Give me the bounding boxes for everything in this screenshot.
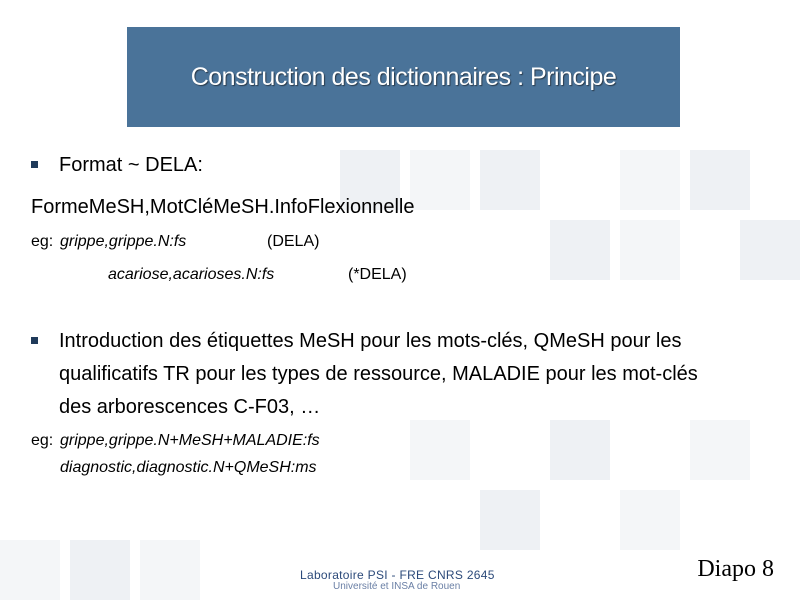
- background-square: [0, 540, 60, 600]
- footer-university: Université et INSA de Rouen: [333, 581, 461, 592]
- bullet2-line: Introduction des étiquettes MeSH pour les mots-clés, QMeSH pour les: [59, 330, 682, 352]
- footer-lab-name: Laboratoire PSI - FRE CNRS 2645: [300, 568, 495, 582]
- example-label: eg:: [31, 432, 54, 449]
- title-banner: [127, 27, 680, 127]
- background-square: [740, 220, 800, 280]
- background-square: [410, 150, 470, 210]
- background-square: [620, 150, 680, 210]
- background-square: [70, 540, 130, 600]
- bullet1-text: Format ~ DELA:: [59, 154, 203, 176]
- example4-entry: diagnostic,diagnostic.N+QMeSH:ms: [60, 459, 317, 476]
- format-line: FormeMeSH,MotCléMeSH.InfoFlexionnelle: [31, 196, 415, 218]
- background-square: [620, 490, 680, 550]
- example1-tag: (DELA): [267, 233, 320, 250]
- background-square: [410, 420, 470, 480]
- bullet2-line: qualificatifs TR pour les types de ressource, MALADIE pour les mot-clés: [59, 363, 698, 385]
- example-label: eg:: [31, 233, 54, 250]
- slide-number: Diapo 8: [697, 556, 774, 582]
- example2-tag: (*DELA): [348, 266, 407, 283]
- background-square: [140, 540, 200, 600]
- background-square: [480, 150, 540, 210]
- bullet-square-icon: [31, 337, 38, 344]
- background-square: [550, 420, 610, 480]
- example3-entry: grippe,grippe.N+MeSH+MALADIE:fs: [60, 432, 320, 449]
- background-square: [480, 490, 540, 550]
- background-square: [690, 420, 750, 480]
- slide-title: Construction des dictionnaires : Principe: [190, 62, 617, 91]
- background-square: [620, 220, 680, 280]
- background-square: [550, 220, 610, 280]
- bullet-square-icon: [31, 161, 38, 168]
- example1-entry: grippe,grippe.N:fs: [60, 233, 187, 250]
- bullet2-line: des arborescences C-F03, …: [59, 396, 321, 418]
- example2-entry: acariose,acarioses.N:fs: [108, 266, 275, 283]
- background-square: [690, 150, 750, 210]
